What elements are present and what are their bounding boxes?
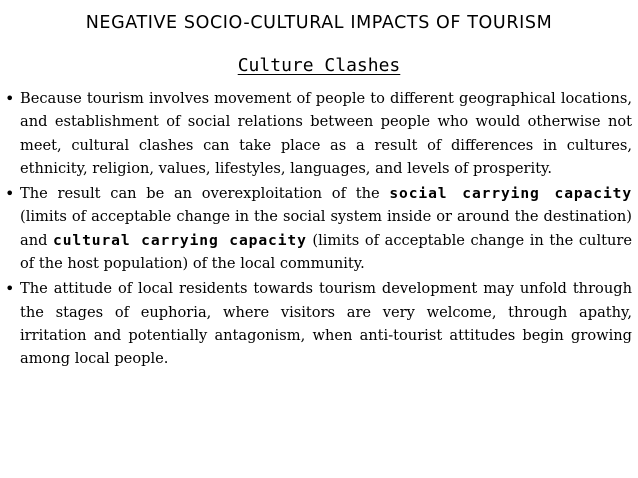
section-heading: Culture Clashes bbox=[237, 55, 401, 76]
bullet-item bbox=[5, 277, 632, 370]
bullet-text: The attitude of local residents towards tourism development may unfold through the stages of euphoria, where visitors are very welcome, through apathy, irritation and potentially antagonism, when anti-tourist attitudes begin growing among local people. bbox=[20, 280, 632, 368]
keyword-social-carrying-capacity: social carrying capacity bbox=[389, 185, 633, 203]
bullet-text: (limits of acceptable change in the social system inside or around the destination) and bbox=[20, 208, 632, 249]
bullet-list bbox=[5, 87, 633, 373]
slide-title: NEGATIVE SOCIO-CULTURAL IMPACTS OF TOURISM bbox=[85, 13, 553, 33]
bullet-icon: • bbox=[5, 184, 15, 204]
keyword-cultural-carrying-capacity: cultural carrying capacity bbox=[53, 231, 307, 249]
bullet-text: The result can be an overexploitation of the bbox=[20, 185, 390, 203]
bullet-text: (limits of acceptable change in the culture of the host population) of the local community. bbox=[20, 231, 632, 273]
bullet-text: Because tourism involves movement of people to different geographical locations, and establishment of social relations between people who would otherwise not meet, cultural clashes can take place as a result of differences in cultures, ethnicity, religion, values, lifestyles, languages, and levels of prosperity. bbox=[20, 90, 632, 177]
bullet-icon: • bbox=[5, 89, 15, 108]
bullet-item bbox=[5, 182, 633, 275]
bullet-item bbox=[5, 87, 632, 180]
bullet-icon: • bbox=[5, 279, 15, 299]
